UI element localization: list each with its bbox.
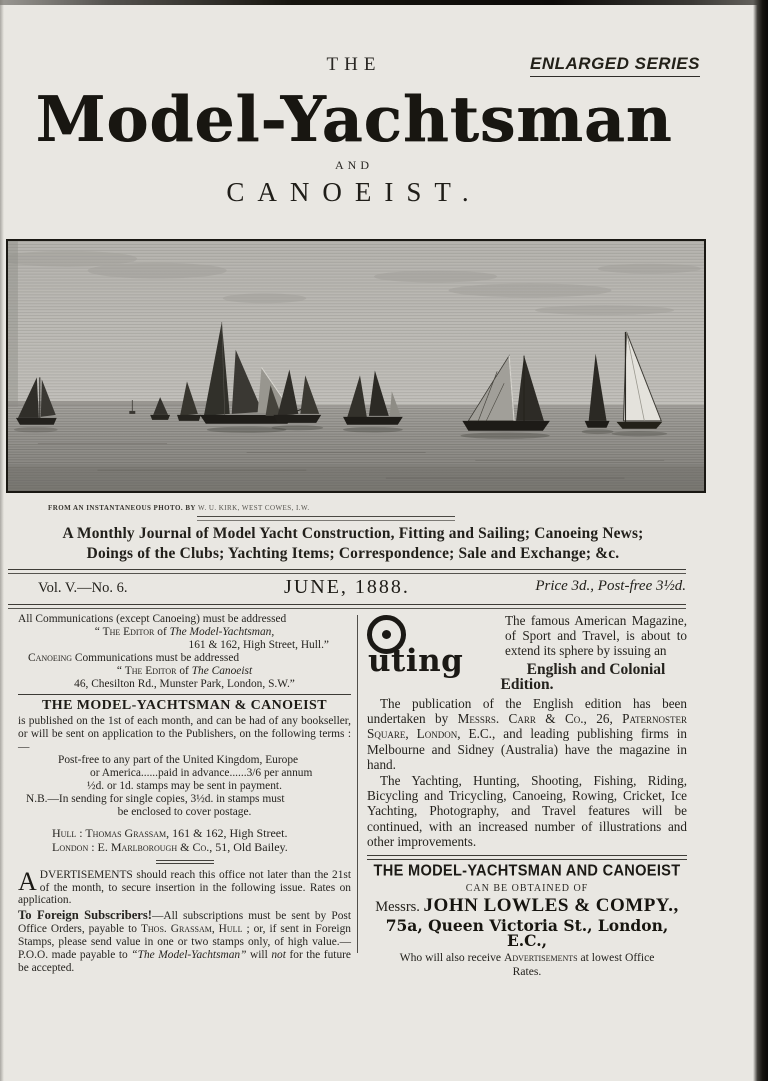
drop-cap-a: A	[18, 866, 37, 896]
issue-date: JUNE, 1888.	[284, 576, 410, 598]
advertisements-para: ADVERTISEMENTS should reach this office not later than the 21st of the month, to secure insertion in the following issue. Rates on application.	[18, 866, 351, 907]
agents-block	[18, 826, 351, 854]
agent-london: London : E. Marlborough & Co., 51, Old Bailey.	[52, 839, 288, 854]
outing-intro-text: The famous American Magazine, of Sport and Travel, is about to extend its sphere by issuing an	[505, 613, 687, 659]
nb-line1: N.B.—In sending for single copies, 3½d. in stamps must	[26, 792, 285, 805]
journal-subtitle	[8, 524, 698, 564]
outing-o-glyph	[367, 615, 406, 654]
outing-logo	[367, 615, 501, 679]
left-column	[18, 613, 351, 975]
scan-edge-left	[0, 0, 4, 1081]
caption-rest: W. U. KIRK, WEST COWES, I.W.	[195, 504, 310, 512]
subtitle-line2: Doings of the Clubs; Yachting Items; Correspondence; Sale and Exchange; &c.	[86, 545, 620, 562]
publisher-address: 75a, Queen Victoria St., London, E.C.,	[385, 915, 669, 950]
engraving-caption	[48, 504, 310, 512]
obtain-publisher-line	[367, 895, 687, 917]
right-column-rule	[367, 855, 687, 860]
left-column-rule	[18, 694, 351, 697]
scan-edge-right	[753, 0, 768, 1081]
nb-line2: be enclosed to cover postage.	[117, 805, 252, 818]
masthead-title: Model-Yachtsman	[35, 82, 673, 156]
scan-edge-top	[0, 0, 768, 5]
messrs-label: Messrs.	[375, 899, 424, 916]
masthead-canoeist: CANOEIST.	[226, 177, 482, 208]
caption-rule	[197, 516, 455, 521]
outing-o-dot	[382, 630, 391, 639]
issue-price: Price 3d., Post-free 3½d.	[535, 578, 686, 594]
advertisements-note: Who will also receive Advertisements at lowest Office Rates.	[399, 951, 655, 978]
masthead-and: AND	[335, 158, 373, 173]
subtitle-line1: A Monthly Journal of Model Yacht Construction, Fitting and Sailing; Canoeing News;	[62, 525, 644, 542]
terms-postfree: Post-free to any part of the United Kingdom, Europe	[58, 754, 299, 767]
publication-terms: is published on the 1st of each month, and can be had of any bookseller, or will be sent on application to the Publishers, on the following terms :—	[18, 715, 351, 754]
enlarged-series-label: ENLARGED SERIES	[530, 54, 700, 77]
agent-hull: Hull : Thomas Grassam, 161 & 162, High Street.	[52, 825, 288, 840]
caption-bold: FROM AN INSTANTANEOUS PHOTO. BY	[48, 504, 196, 512]
column-divider	[357, 615, 358, 953]
content-columns	[8, 613, 686, 993]
masthead-the: THE	[326, 54, 382, 75]
foreign-subscribers-para: To Foreign Subscribers!—All subscriptions must be sent by Post Office Orders, payable to Thos. Grassam, Hull ; or, if sent in Foreign Stamps, please send value in one or two stamps only, of high value.—P.O.O. made payable to “The Model-Yachtsman” will not for the future be accepted.	[18, 908, 351, 974]
masthead	[8, 54, 700, 208]
double-rule-top	[8, 569, 686, 574]
editor-line-2: “ The Editor of The Canoeist	[116, 664, 253, 677]
right-column	[367, 613, 687, 978]
edition-heading: English and Colonial Edition.	[500, 660, 666, 693]
obtain-heading: THE MODEL-YACHTSMAN AND CANOEIST	[373, 862, 681, 880]
publisher-name: JOHN LOWLES & COMPY.,	[423, 895, 679, 917]
yacht-engraving-image	[8, 241, 704, 491]
editor-address-2: 46, Chesilton Rd., Munster Park, London, S.W.”	[74, 677, 295, 690]
issue-bar	[8, 576, 686, 602]
editor-address-1: 161 & 162, High Street, Hull.”	[188, 638, 329, 651]
terms-america: or America......paid in advance......3/6 per annum	[90, 766, 313, 779]
masthead-top-row	[8, 54, 700, 86]
yacht-engraving	[6, 239, 706, 493]
left-heading: THE MODEL-YACHTSMAN & CANOEIST	[42, 698, 327, 714]
outing-logo-text: uting	[368, 643, 464, 679]
terms-stamps: ½d. or 1d. stamps may be sent in payment.	[87, 779, 282, 792]
double-rule-bottom	[8, 604, 686, 609]
communications-line: All Communications (except Canoeing) must be addressed	[18, 613, 287, 625]
editor-line-1: “ The Editor of The Model-Yachtsman,	[94, 625, 275, 638]
short-center-rule	[156, 860, 214, 864]
obtain-subheading: CAN BE OBTAINED OF	[465, 883, 589, 895]
canoeing-line: Canoeing Communications must be addressed	[28, 651, 240, 664]
volume-number: Vol. V.—No. 6.	[38, 580, 128, 596]
publication-para: The publication of the English edition has been undertaken by Messrs. Carr & Co., 26, Paternoster Square, London, E.C., and leading publishing firms in Melbourne and Sidney (Australia) have the magazine in hand.	[367, 696, 687, 772]
features-para: The Yachting, Hunting, Shooting, Fishing, Riding, Bicycling and Tricycling, Canoeing, Rowing, Cricket, Ice Yachting, Photography, and Travel features will be continued, with an increased number of illustrations and other improvements.	[367, 773, 687, 849]
